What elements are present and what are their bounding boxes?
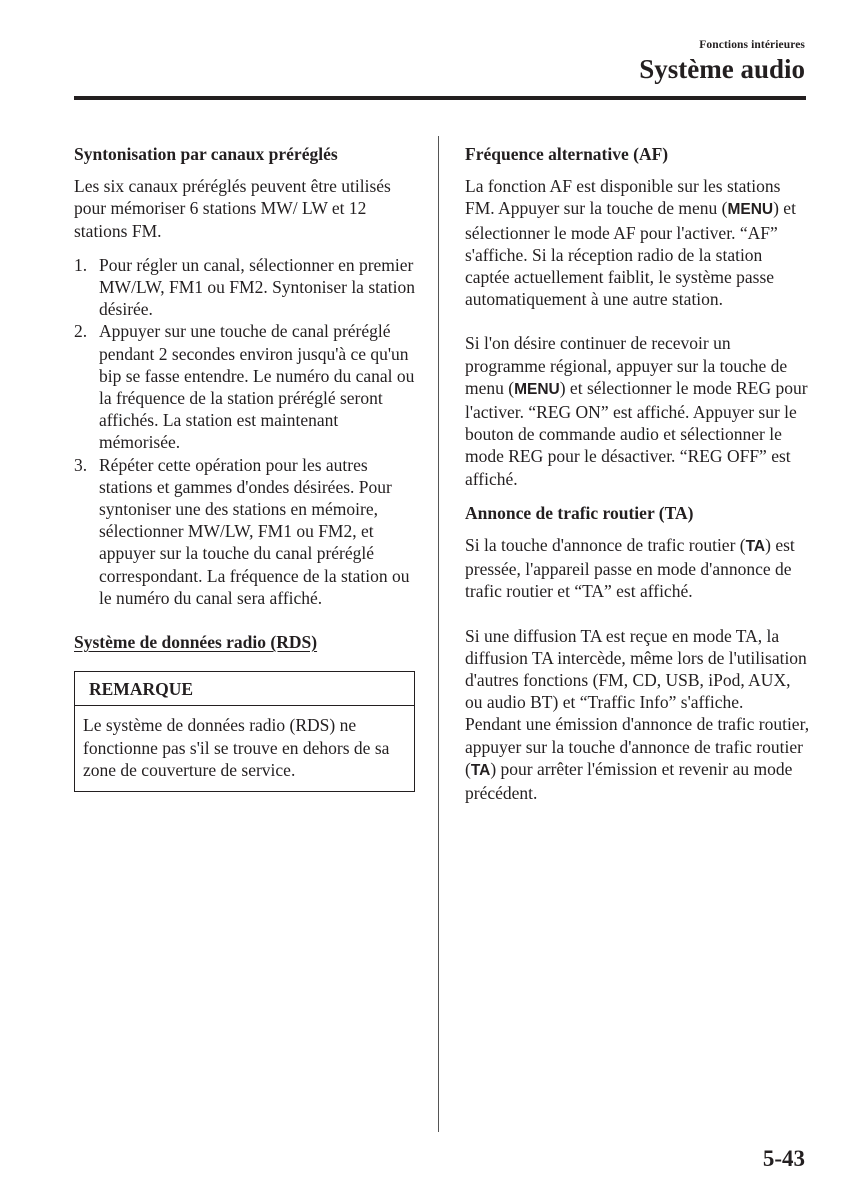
ta-paragraph-1: Si la touche d'annonce de trafic routier (TA) est pressée, l'appareil passe en mode d'annonce de trafic routier et “TA” est affiché.	[465, 535, 795, 602]
rds-section	[74, 631, 416, 792]
ta-section	[465, 502, 810, 804]
presets-section	[74, 143, 416, 609]
note-text: Le système de données radio (RDS) ne fonctionne pas s'il se trouve en dehors de sa zone de couverture de service.	[83, 715, 390, 780]
left-column	[74, 143, 416, 792]
presets-heading: Syntonisation par canaux préréglés	[74, 144, 338, 164]
presets-steps	[74, 254, 416, 609]
af-heading: Fréquence alternative (AF)	[465, 144, 669, 164]
list-item: 1. Pour régler un canal, sélectionner en premier MW/LW, FM1 ou FM2. Syntoniser la station désirée.	[74, 254, 415, 320]
ta-key: TA	[470, 761, 491, 779]
note-box	[74, 671, 415, 792]
af-section	[465, 143, 810, 490]
note-title: REMARQUE	[75, 672, 414, 706]
af-paragraph-2: Si l'on désire continuer de recevoir un programme régional, appuyer sur la touche de menu (MENU) et sélectionner le mode REG pour l'activer. “REG ON” est affiché. Appuyer sur le bouton de commande audio et sélectionner le mode REG pour le désactiver. “REG OFF” est affiché.	[465, 333, 808, 489]
menu-key: MENU	[727, 201, 774, 219]
ta-heading: Annonce de trafic routier (TA)	[465, 502, 694, 523]
list-item: 2. Appuyer sur une touche de canal préréglé pendant 2 secondes environ jusqu'à ce qu'un bip se fasse entendre. Le numéro du canal ou la fréquence de la station préréglé seront affichés. La station est maintenant mémorisée.	[74, 321, 415, 453]
section-label: Fonctions intérieures	[699, 39, 805, 51]
presets-intro: Les six canaux préréglés peuvent être utilisés pour mémoriser 6 stations MW/ LW et 12 stations FM.	[74, 176, 391, 241]
af-paragraph-1: La fonction AF est disponible sur les stations FM. Appuyer sur la touche de menu (MENU) et sélectionner le mode AF pour l'activer. “AF” s'affiche. Si la réception radio de la station captée actuellement faiblit, le système passe automatiquement à une autre station.	[465, 176, 796, 310]
header-rule	[74, 96, 806, 100]
page-title: Système audio	[639, 54, 805, 84]
rds-heading: Système de données radio (RDS)	[74, 632, 318, 653]
menu-key: MENU	[514, 380, 560, 398]
column-divider	[438, 136, 439, 1132]
ta-paragraph-2: Si une diffusion TA est reçue en mode TA, la diffusion TA intercède, même lors de l'utilisation d'autres fonctions (FM, CD, USB, iPod, AUX, ou audio BT) et “Traffic Info” s'affiche.	[465, 625, 807, 713]
ta-key: TA	[745, 538, 766, 556]
list-item: 3. Répéter cette opération pour les autres stations et gammes d'ondes désirées. Pour syntoniser une des stations en mémoire, sélectionner MW/LW, FM1 ou FM2, et appuyer sur la touche du canal préréglé correspondant. La fréquence de la station ou le numéro du canal sera affiché.	[74, 454, 410, 608]
ta-paragraph-3: Pendant une émission d'annonce de trafic routier, appuyer sur la touche d'annonce de trafic routier (TA) pour arrêter l'émission et revenir au mode précédent.	[465, 714, 810, 804]
page-number: 5-43	[762, 1146, 805, 1171]
right-column	[465, 143, 810, 804]
